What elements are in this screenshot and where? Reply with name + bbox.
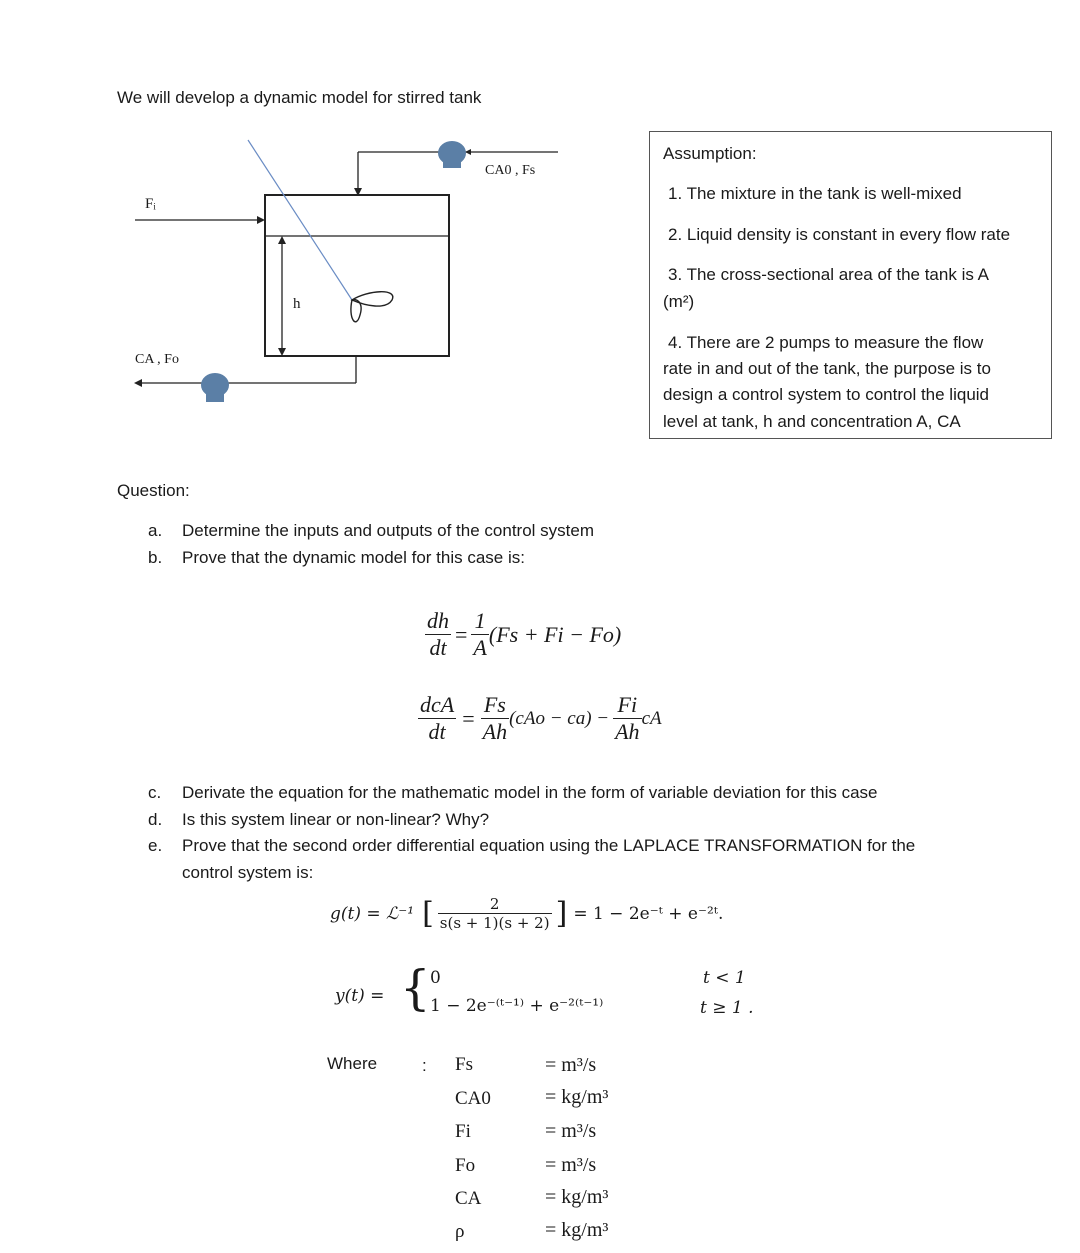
- piecewise-cond-1: t < 1: [703, 968, 746, 988]
- eq2-t1-den: Ah: [482, 719, 508, 744]
- eq2-t2-body: cA: [641, 707, 662, 729]
- label-cao-fs: CA0 , Fs: [485, 163, 536, 178]
- stirrer-impeller-icon: [351, 292, 393, 322]
- laplace-rhs: = 1 − 2e⁻ᵗ + e⁻²ᵗ.: [573, 903, 724, 924]
- eq1-coef-den: A: [473, 635, 487, 660]
- right-bracket-icon: ]: [555, 896, 568, 931]
- assumption-item: 2. Liquid density is constant in every flow rate: [668, 225, 1011, 244]
- where-unit: = m³/s: [545, 1154, 597, 1176]
- eq1-lhs-den: dt: [429, 635, 447, 660]
- assumption-item: design a control system to control the liquid: [663, 385, 990, 404]
- where-unit: = kg/m³: [545, 1086, 609, 1108]
- where-label: Where: [327, 1054, 378, 1073]
- where-unit: = m³/s: [545, 1054, 597, 1076]
- laplace-num: 2: [438, 895, 552, 914]
- eq2-equals: =: [462, 705, 475, 731]
- question-heading: Question:: [117, 481, 190, 500]
- question-marker: e.: [148, 836, 163, 855]
- where-var: CA0: [455, 1088, 491, 1109]
- eq2-lhs-den: dt: [428, 719, 446, 744]
- question-marker: d.: [148, 810, 163, 829]
- where-var: ρ: [455, 1221, 465, 1242]
- question-marker: a.: [148, 521, 163, 540]
- assumption-item: 3. The cross-sectional area of the tank is A: [668, 265, 989, 284]
- tank: [265, 195, 449, 356]
- inlet-pump-icon: [438, 141, 466, 168]
- eq2-lhs-num: dcA: [420, 692, 455, 717]
- question-text: control system is:: [182, 863, 314, 882]
- eq1-coef-num: 1: [471, 608, 488, 635]
- where-colon: :: [422, 1056, 427, 1075]
- laplace-equation: [330, 895, 723, 932]
- left-bracket-icon: [: [422, 896, 434, 931]
- where-var: Fs: [455, 1054, 473, 1075]
- piecewise-case-1: 0: [430, 968, 441, 988]
- laplace-lhs: g(t) = ℒ⁻¹: [330, 903, 415, 924]
- assumption-item: (m²): [663, 292, 695, 311]
- piecewise-lhs: y(t) =: [335, 986, 385, 1006]
- eq2-t2-den: Ah: [615, 719, 640, 744]
- assumption-item: level at tank, h and concentration A, CA: [663, 412, 961, 431]
- label-fi: Fᵢ: [145, 196, 156, 212]
- eq1-lhs-num: dh: [427, 608, 449, 633]
- where-var: Fi: [455, 1121, 471, 1142]
- question-text: Is this system linear or non-linear? Why?: [182, 810, 490, 829]
- label-ca-fo: CA , Fo: [135, 352, 179, 367]
- question-marker: b.: [148, 548, 163, 567]
- assumption-item: 1. The mixture in the tank is well-mixed: [668, 184, 962, 203]
- assumption-item: rate in and out of the tank, the purpose is to: [663, 359, 991, 378]
- intro-text: We will develop a dynamic model for stirred tank: [117, 88, 482, 107]
- equation-dca-dt: [418, 692, 662, 745]
- eq2-t1-body: (cAo − ca) −: [509, 707, 610, 729]
- where-unit: = m³/s: [545, 1120, 597, 1142]
- question-text: Derivate the equation for the mathematic model in the form of variable deviation for this case: [182, 783, 878, 802]
- eq1-equals: =: [455, 621, 468, 647]
- assumption-title: Assumption:: [663, 144, 757, 163]
- outlet-pump-icon: [201, 373, 229, 402]
- question-text: Prove that the dynamic model for this case is:: [182, 548, 525, 567]
- where-var: CA: [455, 1188, 482, 1209]
- question-text: Determine the inputs and outputs of the control system: [182, 521, 595, 540]
- label-h: h: [293, 296, 301, 312]
- question-text: Prove that the second order differential equation using the LAPLACE TRANSFORMATION for the: [182, 836, 916, 855]
- assumption-item: 4. There are 2 pumps to measure the flow: [668, 333, 984, 352]
- piecewise-case-2: 1 − 2e⁻⁽ᵗ⁻¹⁾ + e⁻²⁽ᵗ⁻¹⁾: [430, 996, 604, 1016]
- left-brace-icon: {: [400, 960, 431, 1016]
- question-marker: c.: [148, 783, 162, 802]
- where-var: Fo: [455, 1155, 476, 1176]
- eq2-t2-num: Fi: [613, 692, 641, 719]
- where-unit: = kg/m³: [545, 1186, 609, 1208]
- piecewise-cond-2: t ≥ 1 .: [700, 998, 754, 1018]
- where-unit: = kg/m³: [545, 1219, 609, 1241]
- assumption-box: [649, 131, 1052, 439]
- eq1-body: (Fs + Fi − Fo): [488, 621, 622, 647]
- equation-dh-dt: [425, 608, 621, 661]
- laplace-den: s(s + 1)(s + 2): [439, 914, 550, 932]
- eq2-t1-num: Fs: [481, 692, 509, 719]
